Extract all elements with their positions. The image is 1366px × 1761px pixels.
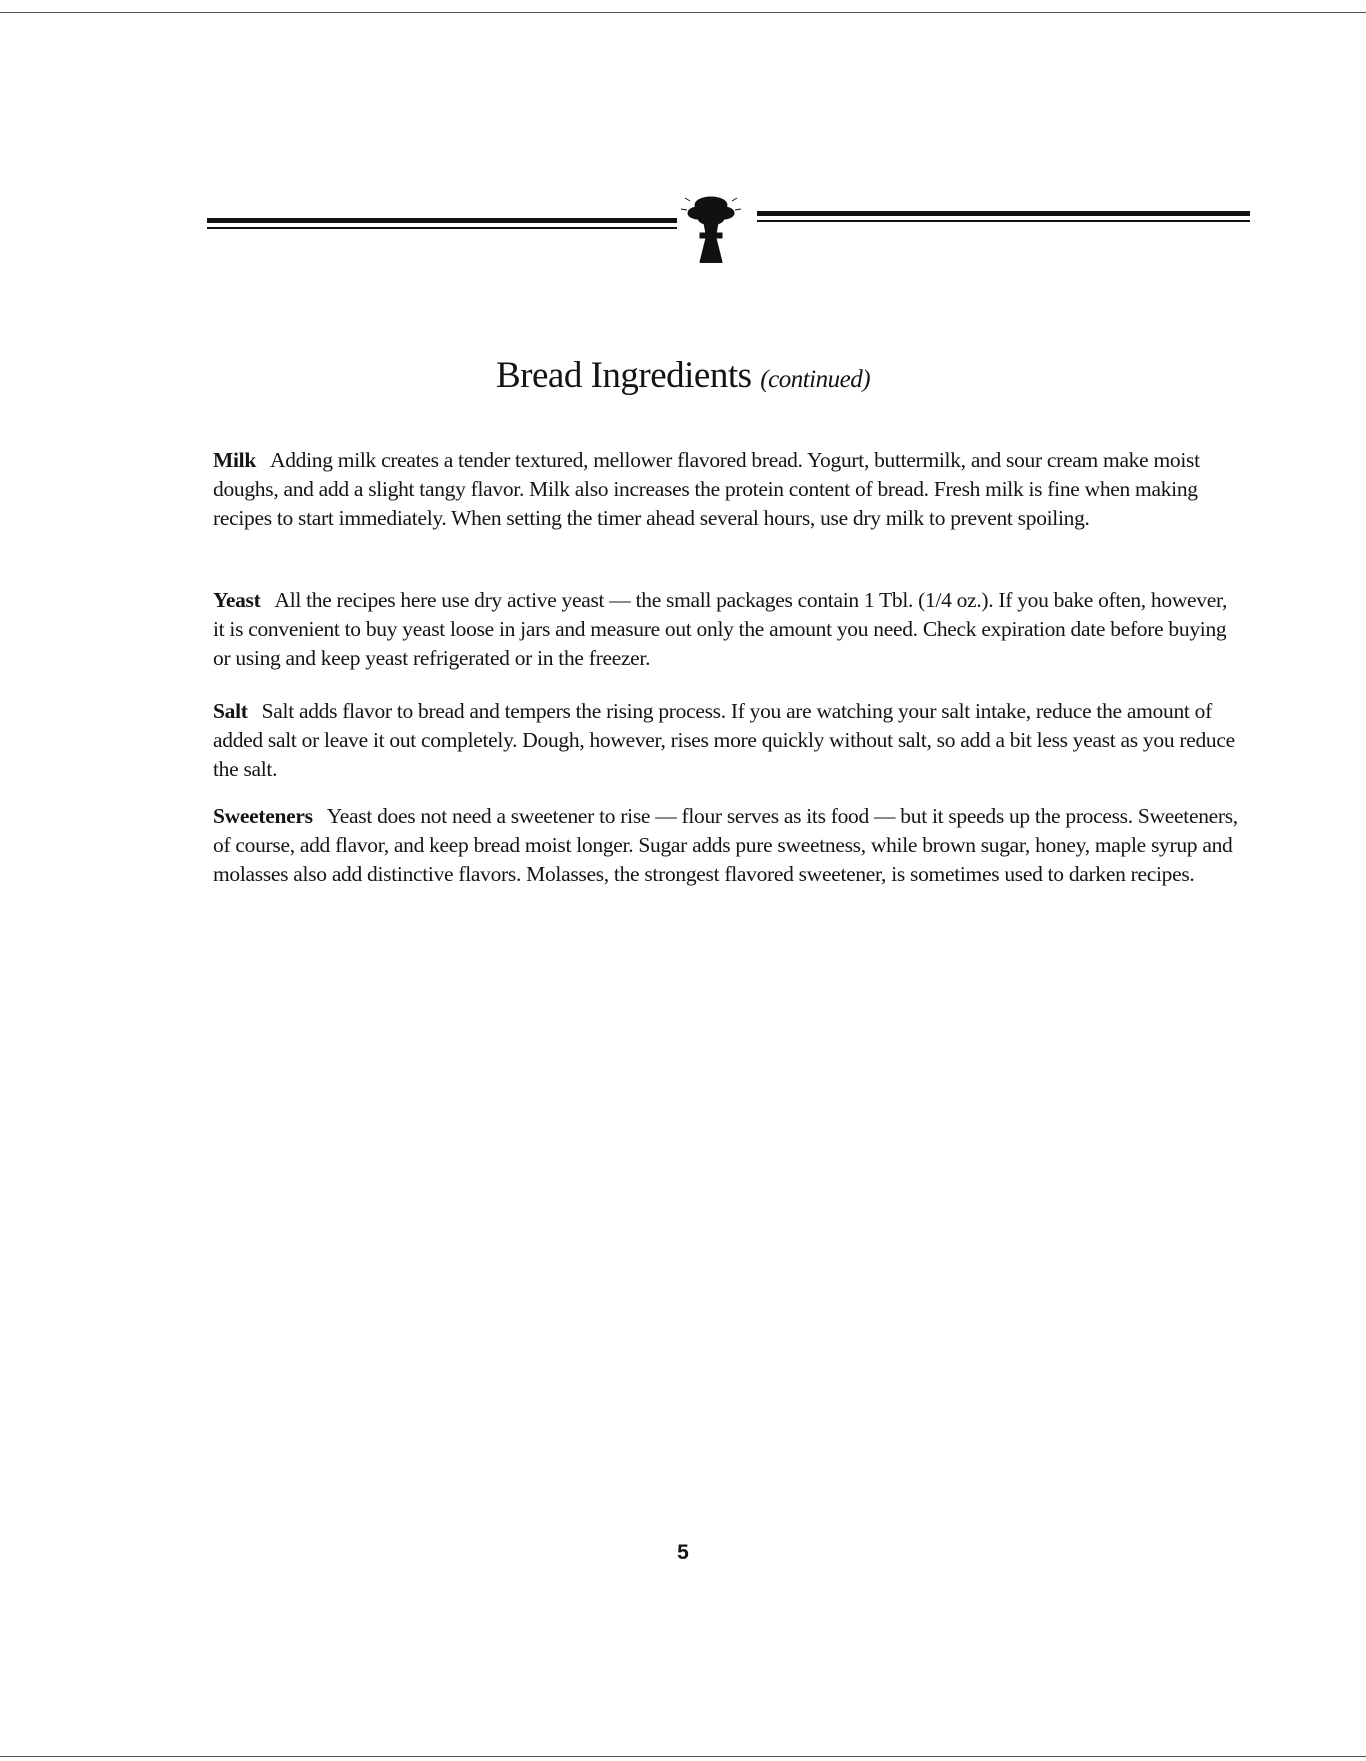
ingredient-yeast	[213, 586, 1243, 673]
ingredient-term: Yeast	[213, 588, 261, 612]
ingredient-sweeteners	[213, 802, 1243, 889]
ingredient-term: Salt	[213, 699, 248, 723]
page-number: 5	[677, 1541, 689, 1564]
ingredient-term: Milk	[213, 448, 256, 472]
page-title	[0, 354, 1366, 402]
top-border-line	[0, 12, 1366, 13]
page-title-text: Bread Ingredients	[495, 355, 752, 396]
page-title-continued: (continued)	[760, 366, 871, 393]
bottom-border-line	[0, 1756, 1366, 1757]
header-ornament	[207, 196, 1250, 266]
ingredient-description: All the recipes here use dry active yeast — the small packages contain 1 Tbl. (1/4 oz.). If you bake often, however, it is convenient to buy yeast loose in jars and measure out only the amount you need. Check expiration date before buying or using and keep yeast refrigerated or in the freezer.	[213, 588, 1228, 670]
ingredient-description: Adding milk creates a tender textured, mellower flavored bread. Yogurt, buttermilk, and sour cream make moist doughs, and add a slight tangy flavor. Milk also increases the protein content of bread. Fresh milk is fine when making recipes to start immediately. When setting the timer ahead several hours, use dry milk to prevent spoiling.	[213, 448, 1200, 530]
ingredient-term: Sweeteners	[213, 804, 313, 828]
ingredient-milk	[213, 446, 1243, 533]
ingredient-salt	[213, 697, 1243, 784]
wheat-sheaf-icon	[681, 197, 741, 262]
ingredient-description: Yeast does not need a sweetener to rise — flour serves as its food — but it speeds up the process. Sweeteners, of course, add flavor, and keep bread moist longer. Sugar adds pure sweetness, while brown sugar, honey, maple syrup and molasses also add distinctive flavors. Molasses, the strongest flavored sweetener, is sometimes used to darken recipes.	[213, 804, 1238, 886]
ingredient-description: Salt adds flavor to bread and tempers the rising process. If you are watching your salt intake, reduce the amount of added salt or leave it out completely. Dough, however, rises more quickly without salt, so add a bit less yeast as you reduce the salt.	[213, 699, 1235, 781]
